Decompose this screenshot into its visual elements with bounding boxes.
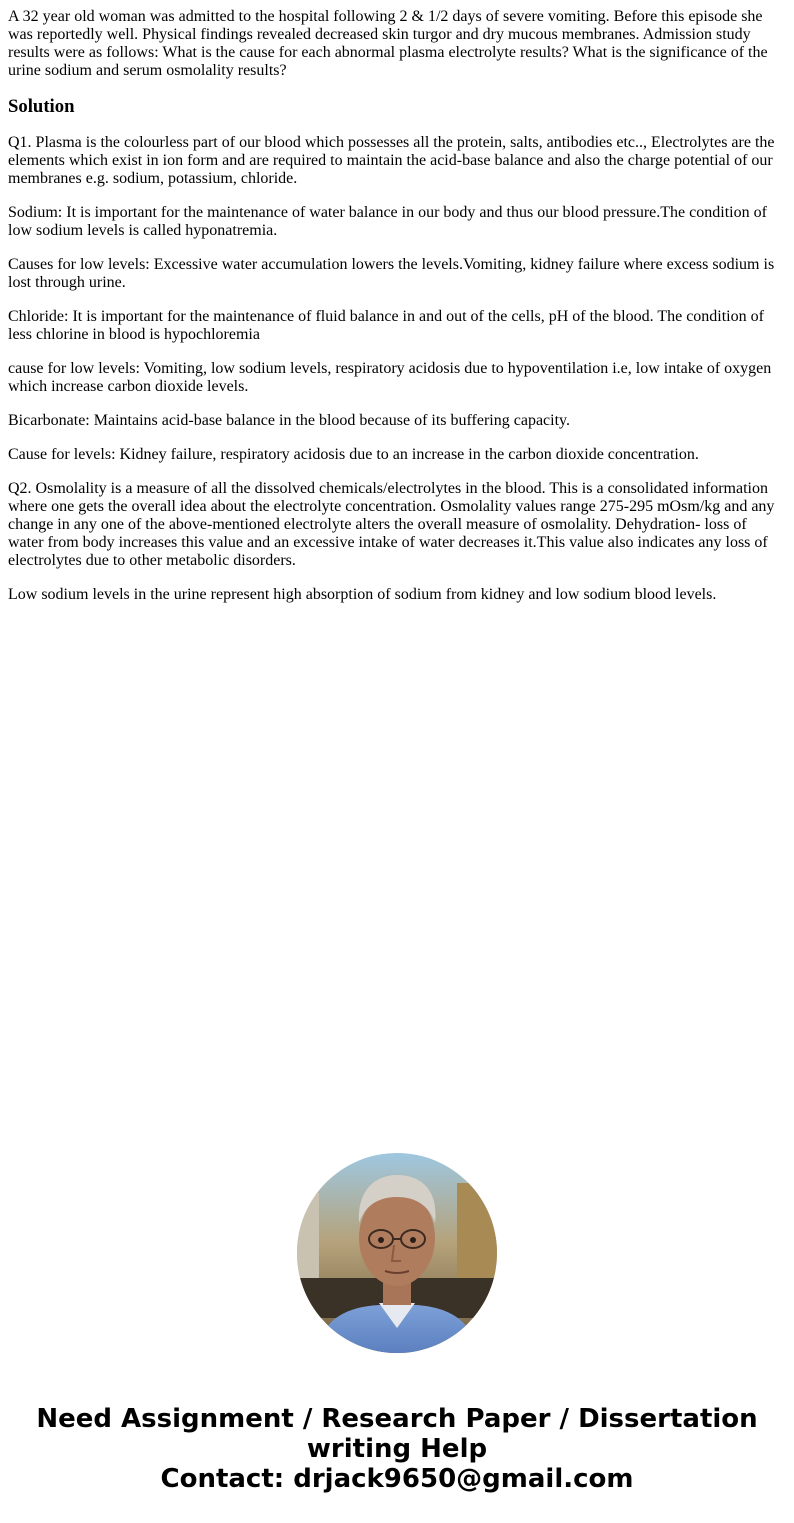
answer-paragraph: Bicarbonate: Maintains acid-base balance in the blood because of its buffering capacity. (8, 412, 571, 429)
answer-paragraph: Sodium: It is important for the maintenance of water balance in our body and thus our blood pressure.The condition of low sodium levels is called hyponatremia. (8, 204, 767, 239)
answer-paragraph: Q2. Osmolality is a measure of all the dissolved chemicals/electrolytes in the blood. This is a consolidated information where one gets the overall idea about the electrolyte concentration. Osmolality values range 275-295 mOsm/kg and any change in any one of the above-mentioned electrolyte alters the overall measure of osmolality. Dehydration- loss of water from body increases this value and an excessive intake of water decreases it.This value also indicates any loss of electrolytes due to other metabolic disorders. (8, 480, 775, 569)
answer-paragraph: Cause for levels: Kidney failure, respiratory acidosis due to an increase in the carbon dioxide concentration. (8, 446, 699, 463)
question-text: A 32 year old woman was admitted to the hospital following 2 & 1/2 days of severe vomiting. Before this episode she was reportedly well. Physical findings revealed decreased skin turgor and dry mucous membranes. Admission study results were as follows: What is the cause for each abnormal plasma electrolyte results? What is the significance of the urine sodium and serum osmolality results? (8, 8, 768, 79)
promo-contact: Contact: drjack9650@gmail.com (160, 1464, 634, 1494)
promo-line: writing Help (306, 1434, 488, 1464)
avatar-portrait-image (297, 1153, 497, 1353)
promo-banner (0, 1404, 794, 1494)
answer-paragraph: Chloride: It is important for the maintenance of fluid balance in and out of the cells, pH of the blood. The condition of less chlorine in blood is hypochloremia (8, 308, 764, 343)
answer-paragraph: Low sodium levels in the urine represent high absorption of sodium from kidney and low sodium blood levels. (8, 586, 717, 603)
answer-paragraph: cause for low levels: Vomiting, low sodium levels, respiratory acidosis due to hypoventilation i.e, low intake of oxygen which increase carbon dioxide levels. (8, 360, 772, 395)
solution-heading: Solution (8, 96, 75, 117)
answer-paragraph: Q1. Plasma is the colourless part of our blood which possesses all the protein, salts, antibodies etc.., Electrolytes are the elements which exist in ion form and are required to maintain the acid-base balance and also the charge potential of our membranes e.g. sodium, potassium, chloride. (8, 134, 775, 187)
answer-paragraph: Causes for low levels: Excessive water accumulation lowers the levels.Vomiting, kidney failure where excess sodium is lost through urine. (8, 256, 775, 291)
document-body (8, 8, 786, 620)
avatar (297, 1153, 497, 1353)
promo-line: Need Assignment / Research Paper / Dissertation (36, 1404, 758, 1434)
